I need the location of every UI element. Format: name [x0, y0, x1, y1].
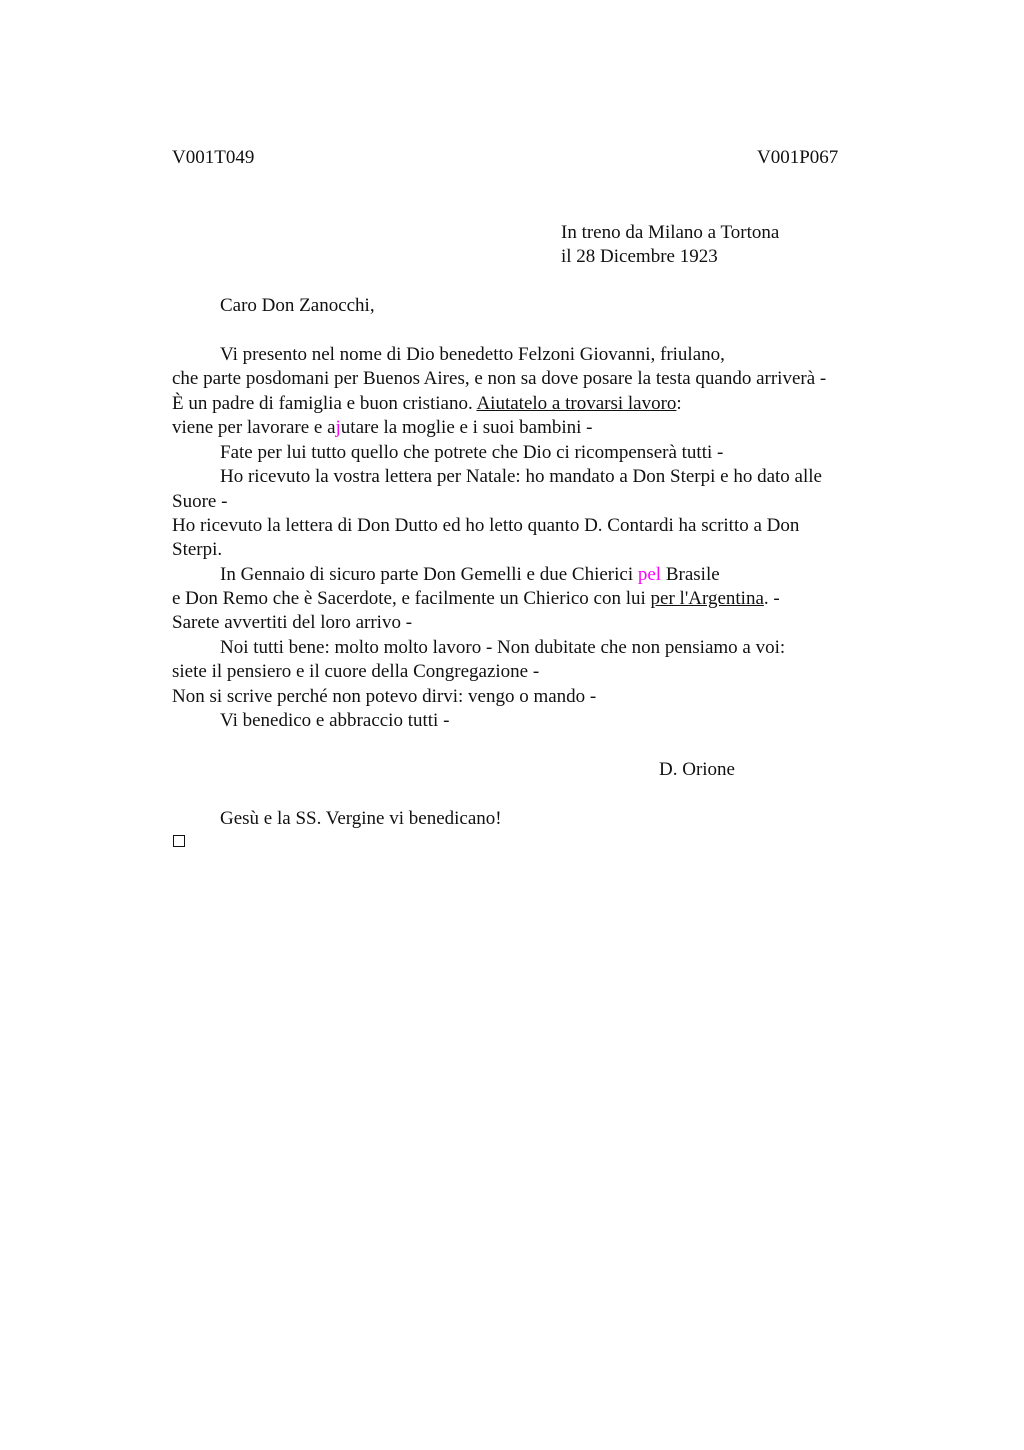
- body-text: :: [676, 393, 682, 414]
- postscript: Gesù e la SS. Vergine vi benedicano!: [220, 808, 502, 829]
- body-line: [220, 563, 720, 587]
- body-line: [172, 416, 592, 440]
- signature: D. Orione: [659, 759, 735, 780]
- body-text: È un padre di famiglia e buon cristiano.: [172, 393, 477, 414]
- body-text: In Gennaio di sicuro parte Don Gemelli e due Chierici: [220, 564, 638, 585]
- highlighted-text: j: [335, 417, 341, 438]
- body-text: e Don Remo che è Sacerdote, e facilmente un Chierico con lui: [172, 588, 651, 609]
- body-line: Sarete avvertiti del loro arrivo -: [172, 612, 413, 633]
- document-code-left: V001T049: [172, 147, 255, 168]
- greeting: Caro Don Zanocchi,: [220, 295, 375, 316]
- underlined-text: per l'Argentina: [650, 588, 764, 609]
- body-line: Suore -: [172, 491, 228, 512]
- body-line: Non si scrive perché non potevo dirvi: vengo o mando -: [172, 686, 597, 707]
- highlighted-text: pel: [637, 564, 662, 585]
- body-line: Ho ricevuto la vostra lettera per Natale: ho mandato a Don Sterpi e ho dato alle: [220, 466, 822, 487]
- body-line: [172, 587, 780, 611]
- body-text: viene per lavorare e a: [172, 417, 336, 438]
- empty-square-icon: [173, 835, 185, 847]
- body-line: [172, 392, 682, 416]
- body-line: Noi tutti bene: molto molto lavoro - Non dubitate che non pensiamo a voi:: [220, 637, 786, 658]
- body-line: che parte posdomani per Buenos Aires, e non sa dove posare la testa quando arriverà -: [172, 368, 827, 389]
- underlined-text: Aiutatelo a trovarsi lavoro: [476, 393, 677, 414]
- body-line: Sterpi.: [172, 539, 223, 560]
- body-line: Vi presento nel nome di Dio benedetto Felzoni Giovanni, friulano,: [220, 344, 725, 365]
- date-line: il 28 Dicembre 1923: [561, 246, 718, 267]
- place-line: In treno da Milano a Tortona: [561, 222, 780, 243]
- body-text: . -: [763, 588, 780, 609]
- body-text: Brasile: [661, 564, 720, 585]
- body-line: Fate per lui tutto quello che potrete che Dio ci ricompenserà tutti -: [220, 442, 724, 463]
- body-line: siete il pensiero e il cuore della Congregazione -: [172, 661, 540, 682]
- body-line: Ho ricevuto la lettera di Don Dutto ed ho letto quanto D. Contardi ha scritto a Don: [172, 515, 800, 536]
- document-code-right: V001P067: [757, 147, 839, 168]
- body-text: utare la moglie e i suoi bambini -: [340, 417, 593, 438]
- body-line: Vi benedico e abbraccio tutti -: [220, 710, 450, 731]
